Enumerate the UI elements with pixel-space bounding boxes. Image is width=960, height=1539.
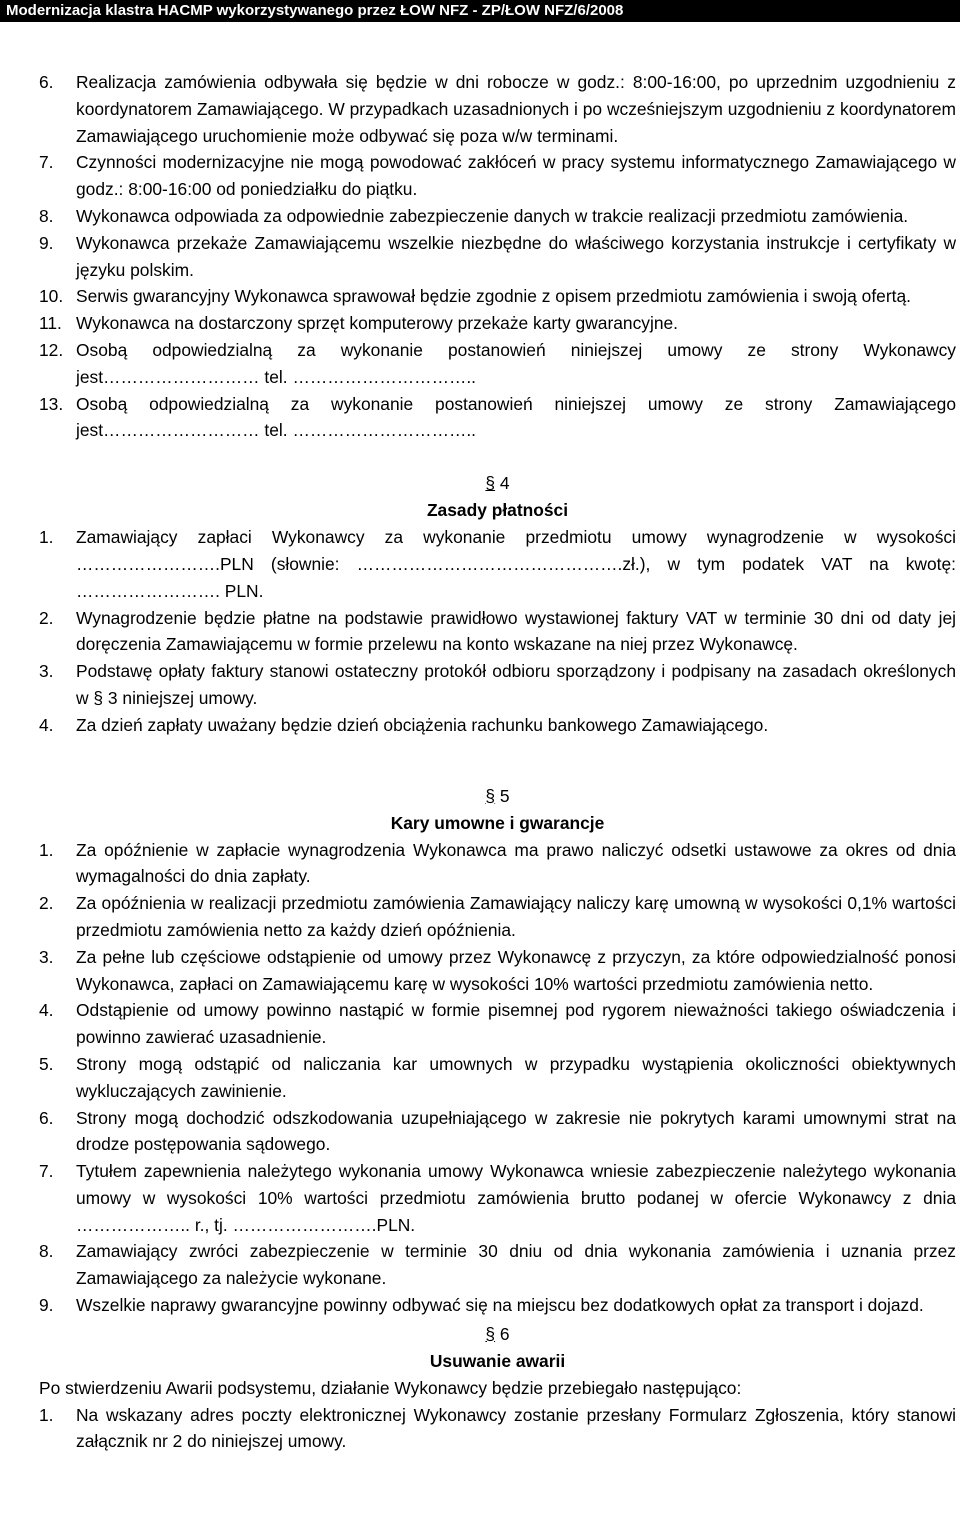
list-item — [39, 310, 956, 337]
item-text: Osobą odpowiedzialną za wykonanie postanowień niniejszej umowy ze strony Wykonawcy jest……………………… tel. ………………………….. — [76, 339, 956, 387]
item-number: 8. — [39, 1241, 54, 1262]
item-number: 13. — [39, 393, 64, 414]
list-item — [39, 391, 956, 445]
list-item — [39, 658, 956, 712]
section-number: 5 — [499, 785, 510, 806]
list-item — [39, 1292, 956, 1319]
item-text: Zamawiający zwróci zabezpieczenie w terminie 30 dniu od dnia wykonania zamówienia i uznania przez Zamawiającego za należycie wykonane. — [76, 1241, 956, 1289]
item-text: Wykonawca odpowiada za odpowiednie zabezpieczenie danych w trakcie realizacji przedmiotu zamówienia. — [76, 205, 909, 226]
section-title: Zasady płatności — [426, 500, 569, 521]
section-heading-6 — [39, 1321, 956, 1375]
item-number: 12. — [39, 339, 64, 360]
paragraph-marker — [39, 783, 956, 810]
list-item — [39, 1238, 956, 1292]
paragraph-marker — [39, 1321, 956, 1348]
item-text: Czynności modernizacyjne nie mogą powodować zakłóceń w pracy systemu informatycznego Zamawiającego w godz.: 8:00-16:00 od poniedziałku do piątku. — [76, 152, 956, 200]
item-text: Strony mogą dochodzić odszkodowania uzupełniającego w zakresie nie pokrytych karami umownymi strat na drodze postępowania sądowego. — [76, 1107, 956, 1155]
section-symbol: § — [485, 1323, 496, 1344]
numbered-list — [39, 837, 956, 1319]
list-item — [39, 605, 956, 659]
list-item — [39, 1402, 956, 1456]
section-symbol: § — [485, 473, 496, 494]
list-item — [39, 230, 956, 284]
item-text: Za dzień zapłaty uważany będzie dzień obciążenia rachunku bankowego Zamawiającego. — [76, 714, 769, 735]
list-item — [39, 337, 956, 391]
list-item — [39, 712, 956, 739]
list-item — [39, 283, 956, 310]
item-text: Realizacja zamówienia odbywała się będzie w dni robocze w godz.: 8:00-16:00, po uprzednim uzgodnieniu z koordynatorem Zamawiającego. W przypadkach uzasadnionych i po wcześniejszym uzgodnieniu z koordynatorem Zamawiającego uruchomienie może odbywać się poza w/w terminami. — [76, 72, 956, 146]
item-text: Podstawę opłaty faktury stanowi ostateczny protokół odbioru sporządzony i podpisany na zasadach określonych w § 3 niniejszej umowy. — [76, 661, 956, 708]
list-item — [39, 890, 956, 944]
item-number: 9. — [39, 232, 54, 253]
item-text: Wynagrodzenie będzie płatne na podstawie prawidłowo wystawionej faktury VAT w terminie 30 dni od daty jej doręczenia Zamawiającemu w formie przelewu na konto wskazane na niej przez Wykonawcę. — [76, 607, 956, 655]
section-symbol: § — [485, 785, 496, 806]
list-item — [39, 203, 956, 230]
section-number: 6 — [499, 1323, 510, 1344]
item-text: Za opóźnienia w realizacji przedmiotu zamówienia Zamawiający naliczy karę umowną w wysokości 0,1% wartości przedmiotu zamówienia netto za każdy dzień opóźnienia. — [76, 893, 956, 940]
item-number: 3. — [39, 946, 54, 967]
section-title: Kary umowne i gwarancje — [390, 812, 605, 833]
item-text: Na wskazany adres poczty elektronicznej Wykonawcy zostanie przesłany Formularz Zgłoszenia, który stanowi załącznik nr 2 do niniejszej umowy. — [76, 1404, 956, 1452]
item-text: Strony mogą odstąpić od naliczania kar umownych w przypadku wystąpienia okoliczności obiektywnych wykluczających zawinienie. — [76, 1053, 956, 1101]
item-number: 4. — [39, 714, 54, 735]
item-number: 11. — [39, 313, 62, 334]
item-number: 6. — [39, 72, 54, 92]
item-number: 4. — [39, 1000, 54, 1021]
section-heading-4 — [39, 470, 956, 524]
document-header: Modernizacja klastra HACMP wykorzystywanego przez ŁOW NFZ - ZP/ŁOW NFZ/6/2008 — [0, 0, 960, 22]
list-item — [39, 837, 956, 891]
item-text: Serwis gwarancyjny Wykonawca sprawował będzie zgodnie z opisem przedmiotu zamówienia i swoją ofertą. — [76, 286, 911, 307]
numbered-list — [39, 524, 956, 738]
item-number: 1. — [39, 527, 54, 548]
list-item — [39, 1105, 956, 1159]
item-number: 2. — [39, 607, 54, 628]
list-item — [39, 1158, 956, 1238]
item-text: Odstąpienie od umowy powinno nastąpić w formie pisemnej pod rygorem nieważności takiego oświadczenia i powinno zawierać uzasadnienie. — [76, 1000, 956, 1048]
item-number: 7. — [39, 152, 54, 173]
item-text: Wykonawca przekaże Zamawiającemu wszelkie niezbędne do właściwego korzystania instrukcje i certyfikaty w języku polskim. — [76, 232, 956, 280]
section-title: Usuwanie awarii — [429, 1350, 566, 1371]
document-body — [39, 69, 956, 1455]
list-item — [39, 1051, 956, 1105]
item-text: Osobą odpowiedzialną za wykonanie postanowień niniejszej umowy ze strony Zamawiającego jest……………………… tel. ………………………….. — [76, 393, 956, 441]
section-heading-5 — [39, 783, 956, 837]
item-text: Zamawiający zapłaci Wykonawcy za wykonanie przedmiotu umowy wynagrodzenie w wysokości …………………….PLN (słownie: ……………………………………….zł.), w tym podatek VAT na kwotę: ……………………. PLN. — [76, 527, 956, 601]
paragraph-marker — [39, 470, 956, 497]
item-number: 1. — [39, 1404, 54, 1425]
list-item — [39, 944, 956, 998]
item-number: 9. — [39, 1295, 54, 1316]
item-number: 1. — [39, 839, 54, 860]
item-number: 3. — [39, 661, 54, 682]
list-item — [39, 69, 956, 149]
item-number: 10. — [39, 286, 64, 307]
item-number: 6. — [39, 1107, 54, 1128]
item-text: Za pełne lub częściowe odstąpienie od umowy przez Wykonawcę z przyczyn, za które odpowiedzialność ponosi Wykonawca, zapłaci on Zamawiającemu karę w wysokości 10% wartości przedmiotu zamówienia netto. — [76, 946, 956, 994]
item-number: 2. — [39, 893, 54, 914]
list-item — [39, 149, 956, 203]
item-number: 8. — [39, 205, 54, 226]
list-item — [39, 524, 956, 604]
section-intro: Po stwierdzeniu Awarii podsystemu, działanie Wykonawcy będzie przebiegało następująco: — [39, 1377, 742, 1398]
item-number: 5. — [39, 1053, 54, 1074]
numbered-list — [39, 69, 956, 444]
item-text: Za opóźnienie w zapłacie wynagrodzenia Wykonawca ma prawo naliczyć odsetki ustawowe za okres od dnia wymagalności do dnia zapłaty. — [76, 839, 956, 887]
item-text: Tytułem zapewnienia należytego wykonania umowy Wykonawca wniesie zabezpieczenie należytego wykonania umowy w wysokości 10% wartości przedmiotu zamówienia brutto podanej w ofercie Wykonawcy z dnia ……………….. r., tj. …………………….PLN. — [76, 1161, 956, 1235]
item-text: Wszelkie naprawy gwarancyjne powinny odbywać się na miejscu bez dodatkowych opłat za transport i dojazd. — [76, 1295, 924, 1316]
item-number: 7. — [39, 1161, 54, 1182]
section-number: 4 — [499, 473, 510, 494]
list-item — [39, 997, 956, 1051]
item-text: Wykonawca na dostarczony sprzęt komputerowy przekaże karty gwarancyjne. — [76, 313, 679, 334]
numbered-list — [39, 1402, 956, 1456]
